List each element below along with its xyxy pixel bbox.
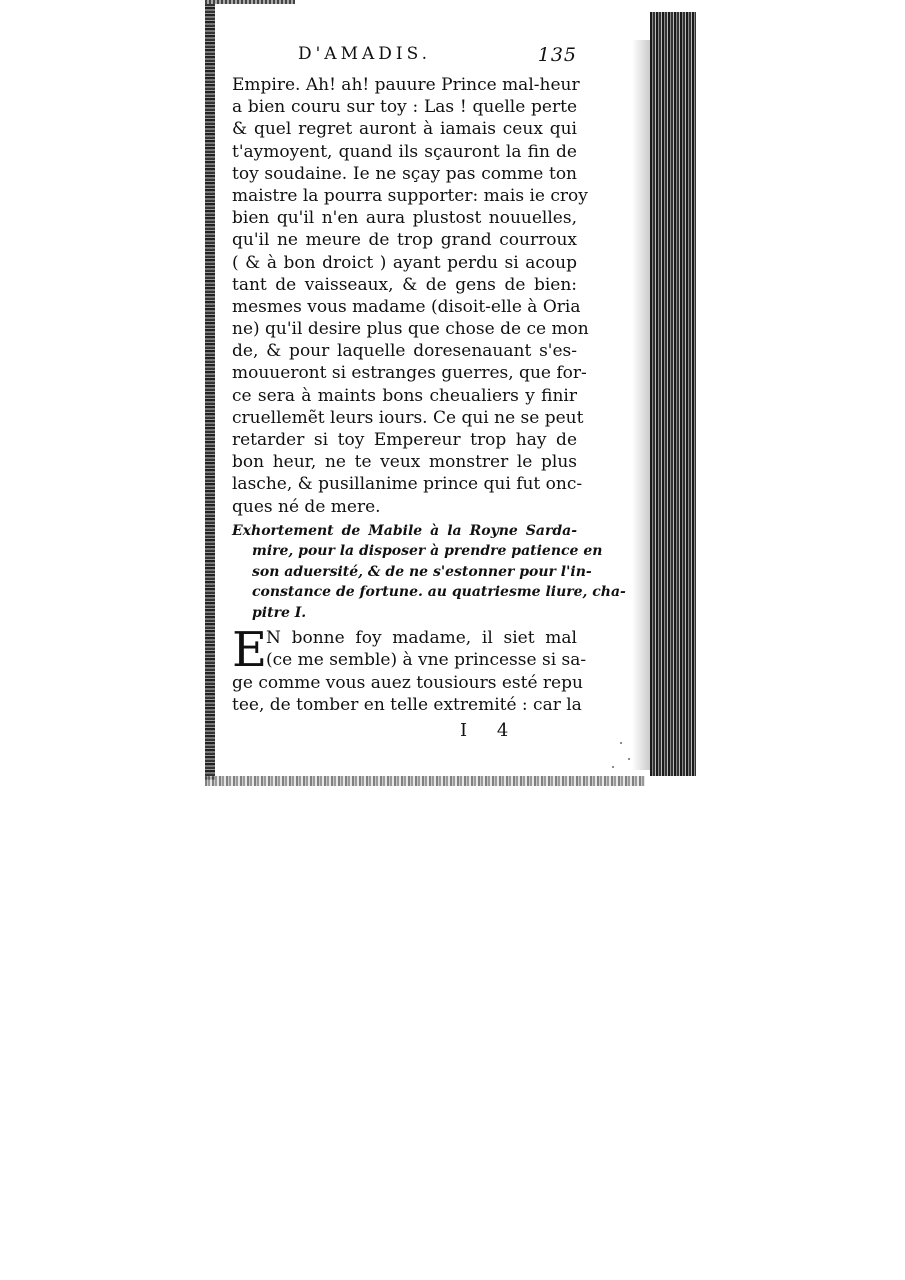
text-line: tant de vaisseaux, & de gens de bien: xyxy=(232,274,577,295)
text-line: retarder si toy Empereur trop hay de xyxy=(232,430,577,450)
signature-mark xyxy=(232,720,577,750)
chapter-heading xyxy=(232,521,626,624)
paragraph-2 xyxy=(232,622,587,716)
running-title: D'AMADIS. xyxy=(298,44,432,64)
text-line: ques né de mere. xyxy=(232,496,381,517)
book-page-edges xyxy=(650,12,696,776)
running-header xyxy=(232,44,577,74)
page-top-edge xyxy=(205,0,295,4)
page-bottom-edge xyxy=(205,776,645,786)
scan-speck xyxy=(628,758,630,760)
text-line: tee, de tomber en telle extremité : car la xyxy=(232,694,582,715)
text-line: ge comme vous auez tousiours esté repu xyxy=(232,672,583,693)
heading-line: pitre I. xyxy=(252,604,307,621)
text-line: lasche, & pusillanime prince qui fut onc- xyxy=(232,474,583,495)
text-line: ( & à bon droict ) ayant perdu si acoup xyxy=(232,252,577,273)
text-line: & quel regret auront à iamais ceux qui xyxy=(232,119,577,140)
text-line: qu'il ne meure de trop grand courroux xyxy=(232,230,577,251)
book-binding-edge xyxy=(205,0,215,780)
signature-text: I 4 xyxy=(460,720,521,741)
text-line: maistre la pourra supporter: mais ie croy xyxy=(232,185,588,206)
book-page-text xyxy=(232,44,626,750)
scan-speck xyxy=(612,766,614,768)
text-line: ne) qu'il desire plus que chose de ce mon xyxy=(232,319,589,340)
text-line: toy soudaine. Ie ne sçay pas comme ton xyxy=(232,163,577,184)
page-curl-shadow xyxy=(632,40,652,770)
text-line: de, & pour laquelle doresenauant s'es- xyxy=(232,341,577,362)
text-line: cruellemẽt leurs iours. Ce qui ne se peut xyxy=(232,407,584,428)
scan-speck xyxy=(620,742,622,744)
heading-line: constance de fortune. au quatriesme liure, cha- xyxy=(252,584,626,601)
text-line: mesmes vous madame (disoit-elle à Oria xyxy=(232,296,581,317)
heading-line: mire, pour la disposer à prendre patience en xyxy=(252,543,603,560)
text-line: bien qu'il n'en aura plustost nouuelles, xyxy=(232,208,577,229)
text-line: bon heur, ne te veux monstrer le plus xyxy=(232,452,577,473)
drop-cap: E xyxy=(232,622,268,679)
text-line: (ce me semble) à vne princesse si sa- xyxy=(266,650,587,671)
heading-line: son aduersité, & de ne s'estonner pour l'in- xyxy=(252,563,592,580)
heading-line: Exhortement de Mabile à la Royne Sarda- xyxy=(232,522,577,539)
text-line: ce sera à maints bons cheualiers y finir xyxy=(232,385,577,406)
page-number: 135 xyxy=(537,44,577,66)
text-line: Empire. Ah! ah! pauure Prince mal-heur xyxy=(232,75,580,95)
text-line: N bonne foy madame, il siet mal xyxy=(266,628,577,649)
paragraph-1 xyxy=(232,74,589,518)
text-line: a bien couru sur toy : Las ! quelle perte xyxy=(232,97,577,118)
text-line: t'aymoyent, quand ils sçauront la fin de xyxy=(232,141,577,162)
text-line: mouueront si estranges guerres, que for- xyxy=(232,363,587,384)
